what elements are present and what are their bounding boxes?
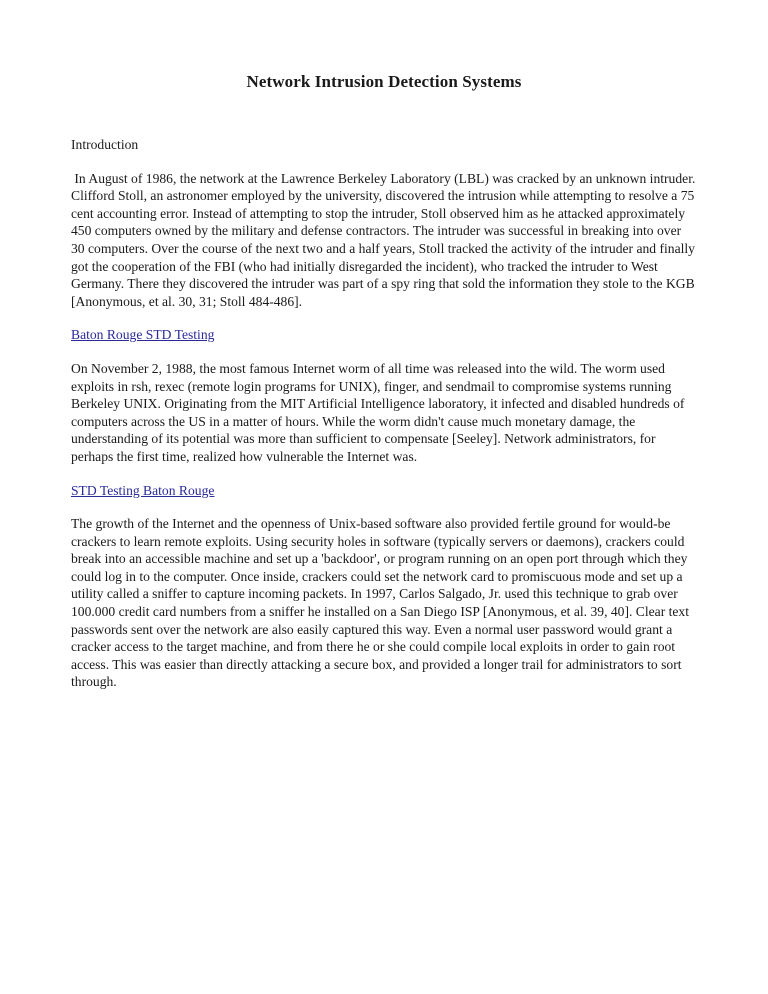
page-title: Network Intrusion Detection Systems — [246, 72, 522, 91]
paragraph-intro: In August of 1986, the network at the Lawrence Berkeley Laboratory (LBL) was cracked by an unknown intruder. Clifford Stoll, an astronomer employed by the university, discovered the intrusion while attempting to resolve a 75 cent accounting error. Instead of attempting to stop the intruder, Stoll observed him as he attacked approximately 450 computers owned by the military and defense contractors. The intruder was successful in breaking into over 30 computers. Over the course of the next two and a half years, Stoll tracked the activity of the intruder and finally got the cooperation of the FBI (who had initially disregarded the incident), who tracked the intruder to West Germany. There they discovered the intruder was part of a spy ring that sold the information they stole to the KGB [Anonymous, et al. 30, 31; Stoll 484-486]. — [71, 170, 699, 309]
link-std-testing-baton-rouge[interactable]: STD Testing Baton Rouge — [71, 482, 215, 498]
document-body — [71, 136, 698, 707]
paragraph-worm: On November 2, 1988, the most famous Internet worm of all time was released into the wild. The worm used exploits in rsh, rexec (remote login programs for UNIX), finger, and sendmail to compromise systems running Berkeley UNIX. Originating from the MIT Artificial Intelligence laboratory, it infected and disabled hundreds of computers across the US in a matter of hours. While the worm didn't cause much monetary damage, the understanding of its potential was more than sufficient to compensate [Seeley]. Network administrators, for perhaps the first time, realized how vulnerable the Internet was. — [71, 360, 685, 464]
paragraph-growth: The growth of the Internet and the openness of Unix-based software also provided fertile ground for would-be crackers to learn remote exploits. Using security holes in software (typically servers or daemons), crackers could break into an accessible machine and set up a 'backdoor', or program running on an open port through which they could log in to the computer. Once inside, crackers could set the network card to promiscuous mode and set up a utility called a sniffer to capture incoming packets. In 1997, Carlos Salgado, Jr. used this technique to grab over 100.000 credit card numbers from a sniffer he installed on a San Diego ISP [Anonymous, et al. 39, 40]. Clear text passwords sent over the network are also easily captured this way. Even a normal user password would grant a cracker access to the target machine, and from there he or she could compile local exploits in order to gain root access. This was easier than directly attacking a secure box, and provided a longer trail for administrators to sort through. — [71, 516, 689, 690]
link-baton-rouge-std-testing[interactable]: Baton Rouge STD Testing — [71, 327, 215, 343]
introduction-heading: Introduction — [71, 137, 139, 152]
